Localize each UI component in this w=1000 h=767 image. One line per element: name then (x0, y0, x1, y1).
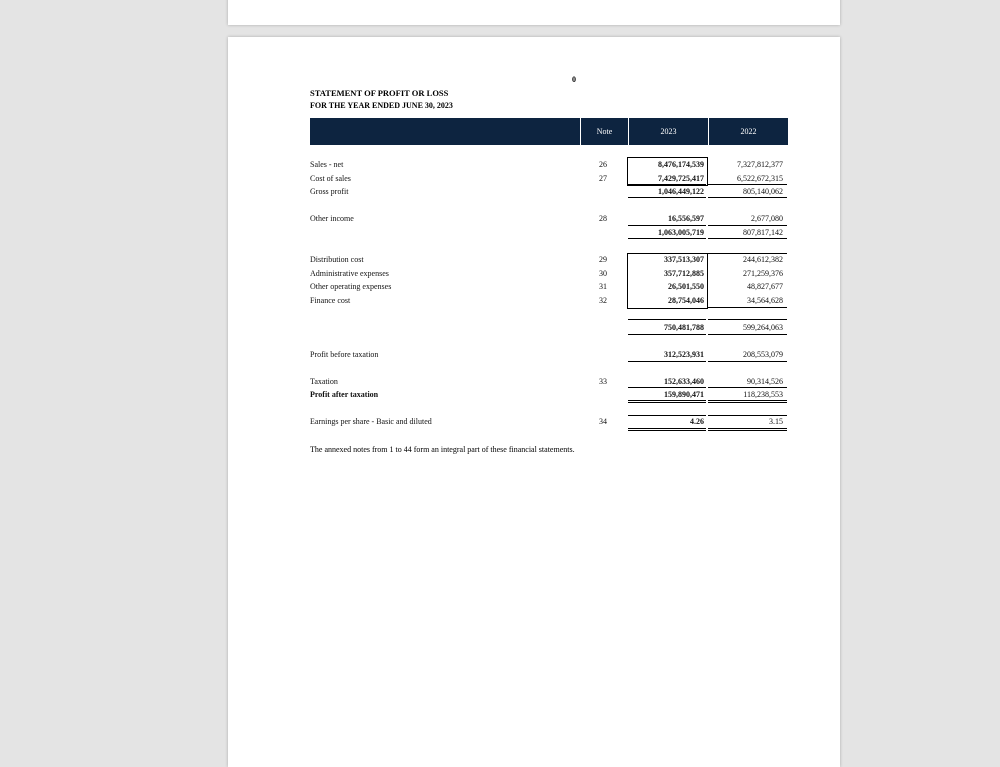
row-note-taxation: 33 (599, 377, 607, 386)
row-2023-earnings-per-share: 4.26 (690, 417, 704, 426)
row-2022-finance-cost: 34,564,628 (747, 296, 783, 305)
row-label-profit-before-taxation: Profit before taxation (310, 350, 379, 359)
row-2022-total-expenses: 599,264,063 (743, 323, 783, 332)
row-note-sales: 26 (599, 160, 607, 169)
row-note-administrative-expenses: 30 (599, 269, 607, 278)
row-label-sales: Sales - net (310, 160, 344, 169)
row-label-gross-profit: Gross profit (310, 187, 349, 196)
row-note-earnings-per-share: 34 (599, 417, 607, 426)
previous-page (228, 0, 840, 25)
row-2023-cost-of-sales: 7,429,725,417 (658, 174, 704, 183)
row-2023-administrative-expenses: 357,712,885 (664, 269, 704, 278)
row-label-other-operating-expenses: Other operating expenses (310, 282, 392, 291)
row-2023-subtotal: 1,063,005,719 (658, 228, 704, 237)
row-note-cost-of-sales: 27 (599, 174, 607, 183)
row-2023-total-expenses: 750,481,788 (664, 323, 704, 332)
row-note-distribution-cost: 29 (599, 255, 607, 264)
row-2023-other-income: 16,556,597 (668, 214, 704, 223)
row-note-other-income: 28 (599, 214, 607, 223)
row-2023-taxation: 152,633,460 (664, 377, 704, 386)
row-2023-profit-after-taxation: 159,890,471 (664, 390, 704, 399)
row-label-administrative-expenses: Administrative expenses (310, 269, 389, 278)
row-2022-profit-before-taxation: 208,553,079 (743, 350, 783, 359)
row-label-taxation: Taxation (310, 377, 338, 386)
row-2023-other-operating-expenses: 26,501,550 (668, 282, 704, 291)
current-year-column-header: 2023 (660, 127, 677, 136)
row-2023-distribution-cost: 337,513,307 (664, 255, 704, 264)
prior-year-column-header: 2022 (740, 127, 757, 136)
row-label-finance-cost: Finance cost (310, 296, 351, 305)
footnote: The annexed notes from 1 to 44 form an integral part of these financial statements. (310, 445, 575, 454)
row-2023-finance-cost: 28,754,046 (668, 296, 704, 305)
row-2022-sales: 7,327,812,377 (737, 160, 783, 169)
row-2022-gross-profit: 805,140,062 (743, 187, 783, 196)
row-2022-subtotal: 807,817,142 (743, 228, 783, 237)
note-column-header: Note (596, 127, 613, 136)
row-2022-administrative-expenses: 271,259,376 (743, 269, 783, 278)
row-2022-distribution-cost: 244,612,382 (743, 255, 783, 264)
row-2023-sales: 8,476,174,539 (658, 160, 704, 169)
row-2022-other-operating-expenses: 48,827,677 (747, 282, 783, 291)
row-2022-earnings-per-share: 3.15 (769, 417, 783, 426)
row-2023-profit-before-taxation: 312,523,931 (664, 350, 704, 359)
row-label-distribution-cost: Distribution cost (310, 255, 364, 264)
row-note-finance-cost: 32 (599, 296, 607, 305)
row-2022-taxation: 90,314,526 (747, 377, 783, 386)
row-note-other-operating-expenses: 31 (599, 282, 607, 291)
statement-subtitle: FOR THE YEAR ENDED JUNE 30, 2023 (310, 101, 453, 110)
row-2022-other-income: 2,677,080 (751, 214, 783, 223)
page-number: 0 (572, 75, 576, 84)
row-label-other-income: Other income (310, 214, 354, 223)
document-page (228, 37, 840, 767)
statement-title: STATEMENT OF PROFIT OR LOSS (310, 88, 449, 98)
row-2023-gross-profit: 1,046,449,122 (658, 187, 704, 196)
row-label-earnings-per-share: Earnings per share - Basic and diluted (310, 417, 432, 426)
table-header (310, 118, 788, 145)
row-label-profit-after-taxation: Profit after taxation (310, 390, 379, 399)
row-2022-cost-of-sales: 6,522,672,315 (737, 174, 783, 183)
row-2022-profit-after-taxation: 118,238,553 (743, 390, 783, 399)
row-label-cost-of-sales: Cost of sales (310, 174, 351, 183)
